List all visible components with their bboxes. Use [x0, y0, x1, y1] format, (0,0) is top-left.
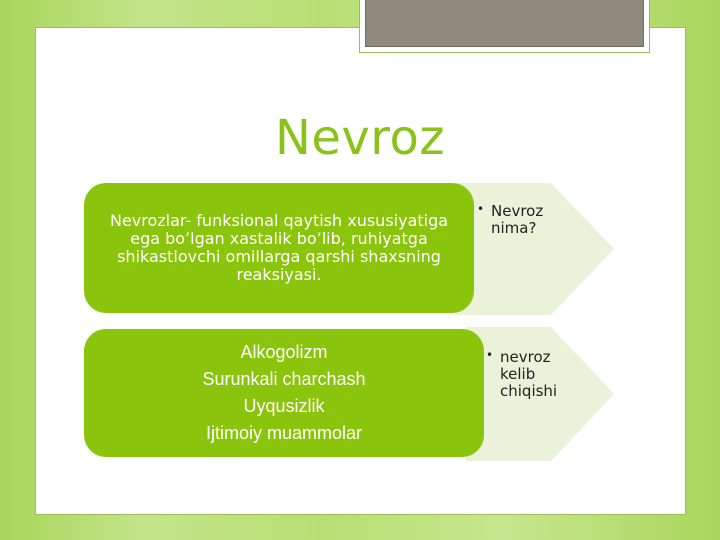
bullet-line: nima?	[491, 219, 537, 237]
definition-text: Nevrozlar- funksional qaytish xususiyatiga ega bo’lgan xastalik bo’lib, ruhiyatga shikastlovchi omillarga qarshi shaxsning reaksiyasi.	[109, 211, 449, 284]
cause-item: Alkogolizm	[240, 342, 328, 362]
cause-item: Ijtimoiy muammolar	[205, 423, 363, 443]
cause-item: Uyqusizlik	[243, 396, 325, 416]
bullet-line: Nevroz	[491, 202, 544, 220]
bullet-nevroz-nima	[477, 203, 543, 237]
bullet-nevroz-kelib-chiqishi	[486, 349, 557, 400]
bullet-dot-icon: •	[477, 202, 485, 216]
cause-item: Surunkali charchash	[202, 369, 366, 389]
bullet-line: kelib	[500, 365, 536, 383]
definition-box	[84, 183, 474, 313]
title-tab-inner	[365, 0, 644, 47]
bullet-line: nevroz	[500, 348, 551, 366]
title-tab-decoration	[359, 0, 650, 53]
causes-box	[84, 329, 484, 457]
bullet-line: chiqishi	[500, 382, 558, 400]
slide-title: Nevroz	[274, 110, 446, 166]
bullet-dot-icon: •	[486, 348, 494, 362]
